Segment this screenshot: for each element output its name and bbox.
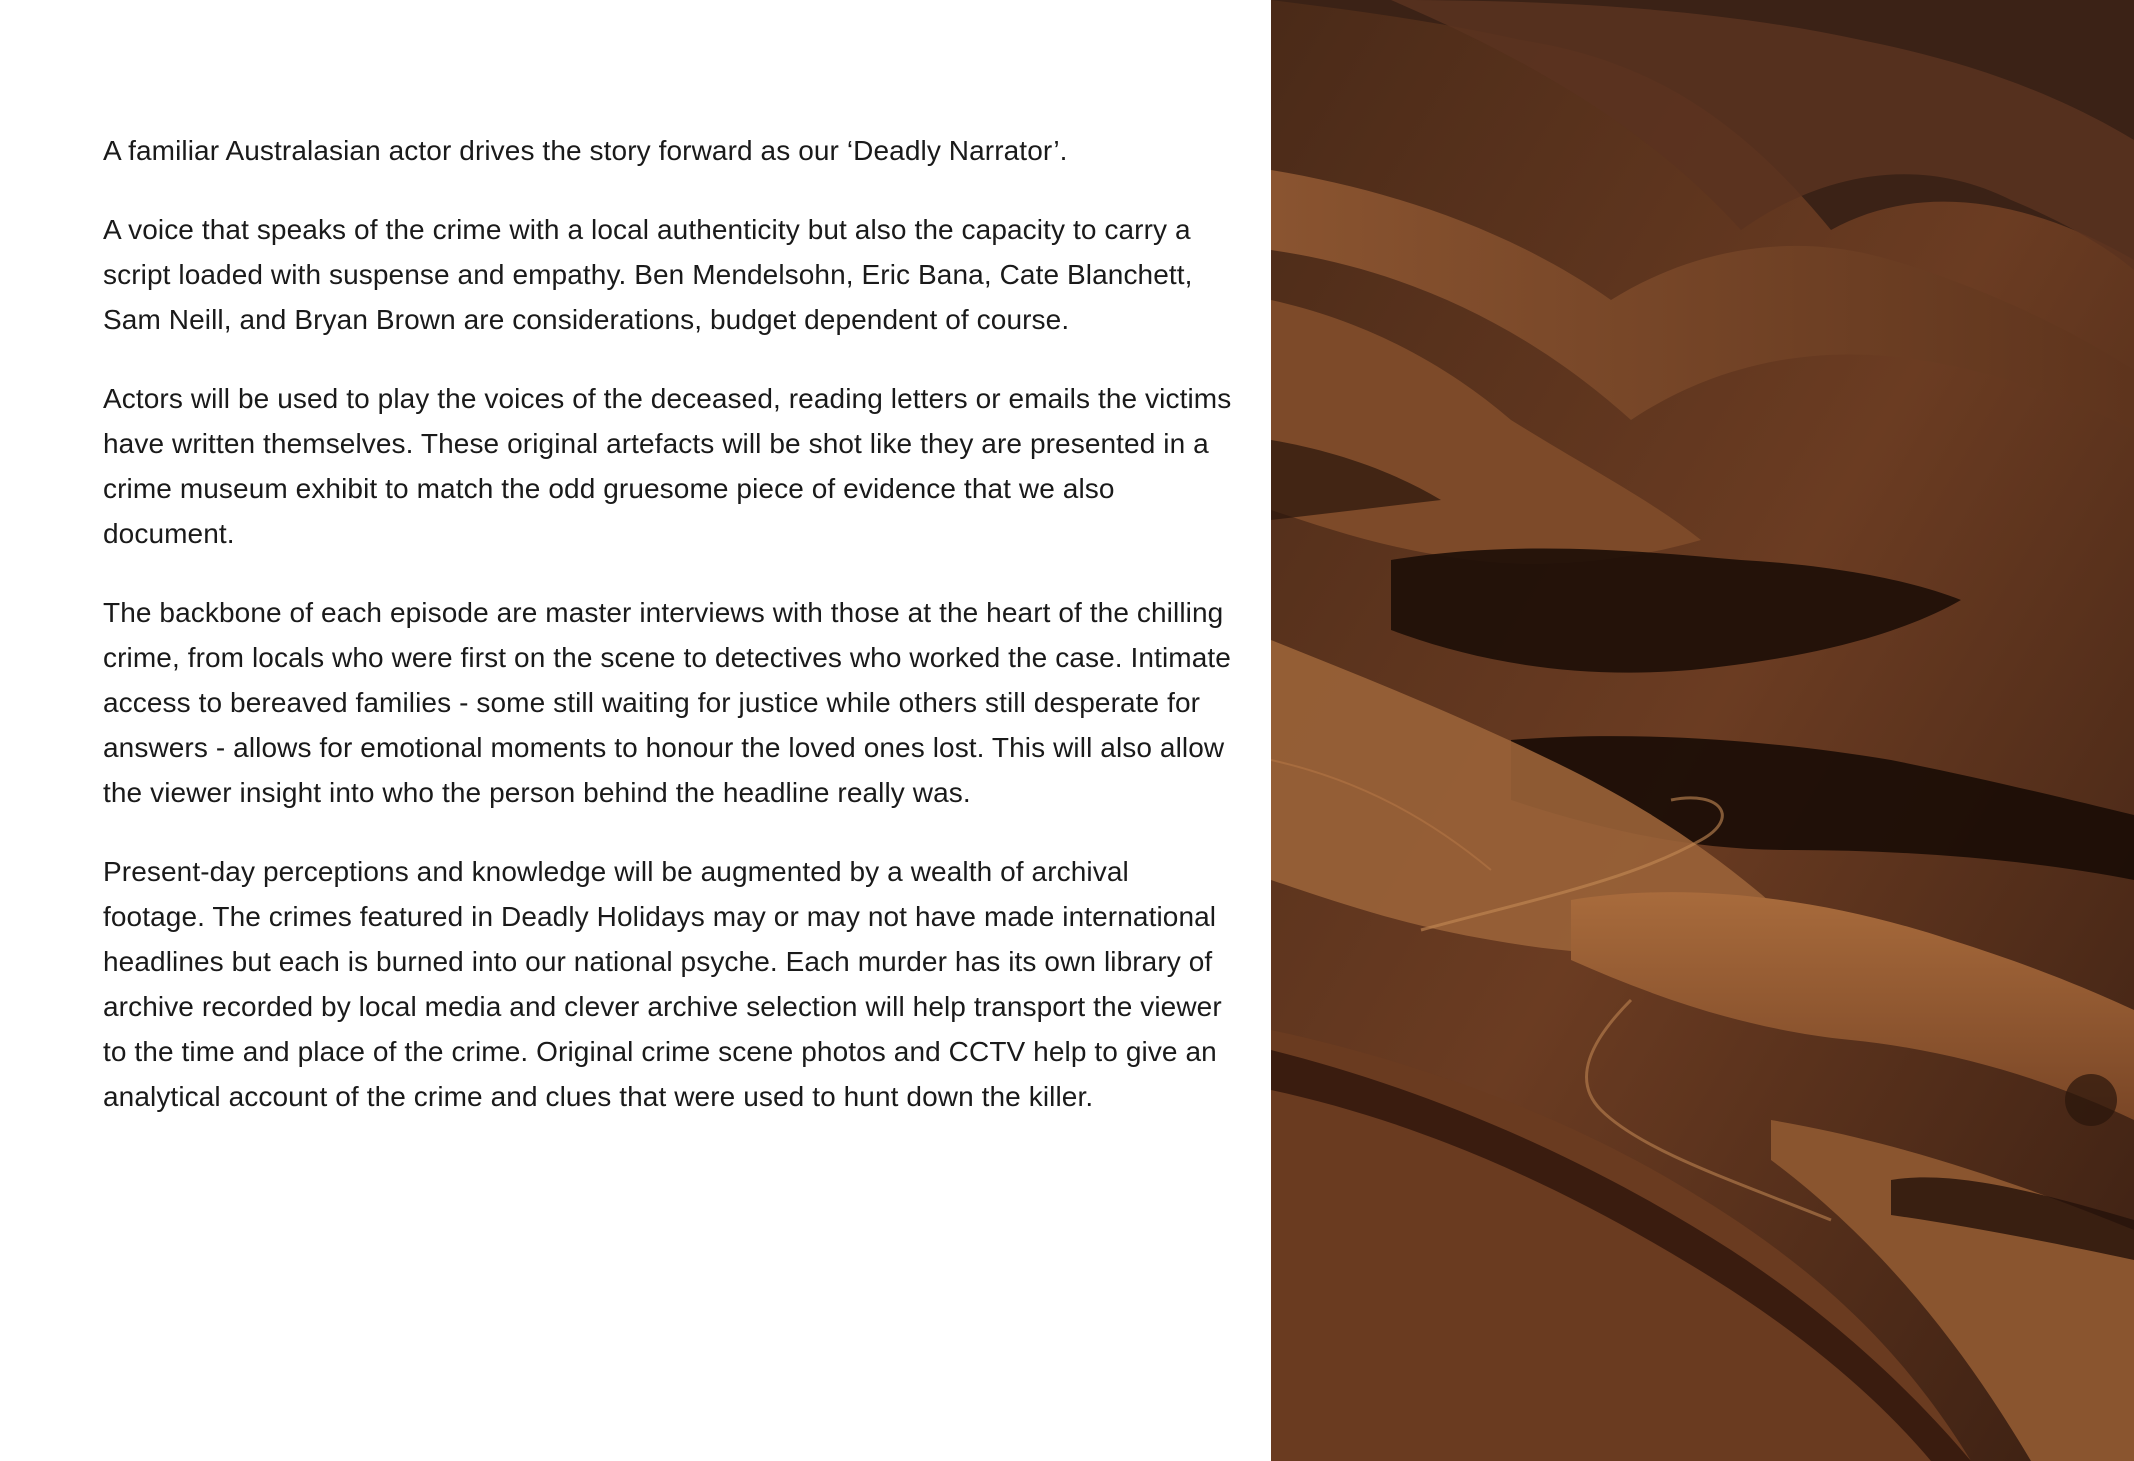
mountain-landscape-photo: [1271, 0, 2134, 1461]
paragraph-interviews: The backbone of each episode are master interviews with those at the heart of the chilling crime, from locals who were first on the scene to detectives who worked the case. Intimate access to bereaved families - some still waiting for justice while others still desperate for answers - allows for emotional moments to honour the loved ones lost. This will also allow the viewer insight into who the person behind the headline really was.: [103, 597, 1231, 808]
shrub: [2065, 1074, 2117, 1126]
paragraph-actors: Actors will be used to play the voices of the deceased, reading letters or emails the victims have written themselves. These original artefacts will be shot like they are presented in a crime museum exhibit to match the odd gruesome piece of evidence that we also document.: [103, 383, 1232, 549]
body-text: [103, 128, 1233, 1153]
paragraph-archival: Present-day perceptions and knowledge will be augmented by a wealth of archival footage. The crimes featured in Deadly Holidays may or may not have made international headlines but each is burned into our national psyche. Each murder has its own library of archive recorded by local media and clever archive selection will help transport the viewer to the time and place of the crime. Original crime scene photos and CCTV help to give an analytical account of the crime and clues that were used to hunt down the killer.: [103, 856, 1222, 1112]
paragraph-narrator: A familiar Australasian actor drives the story forward as our ‘Deadly Narrator’.: [103, 135, 1068, 166]
mountain-landscape-illustration: [1271, 0, 2134, 1461]
paragraph-voice: A voice that speaks of the crime with a local authenticity but also the capacity to carry a script loaded with suspense and empathy. Ben Mendelsohn, Eric Bana, Cate Blanchett, Sam Neill, and Bryan Brown are considerations, budget dependent of course.: [103, 214, 1193, 335]
